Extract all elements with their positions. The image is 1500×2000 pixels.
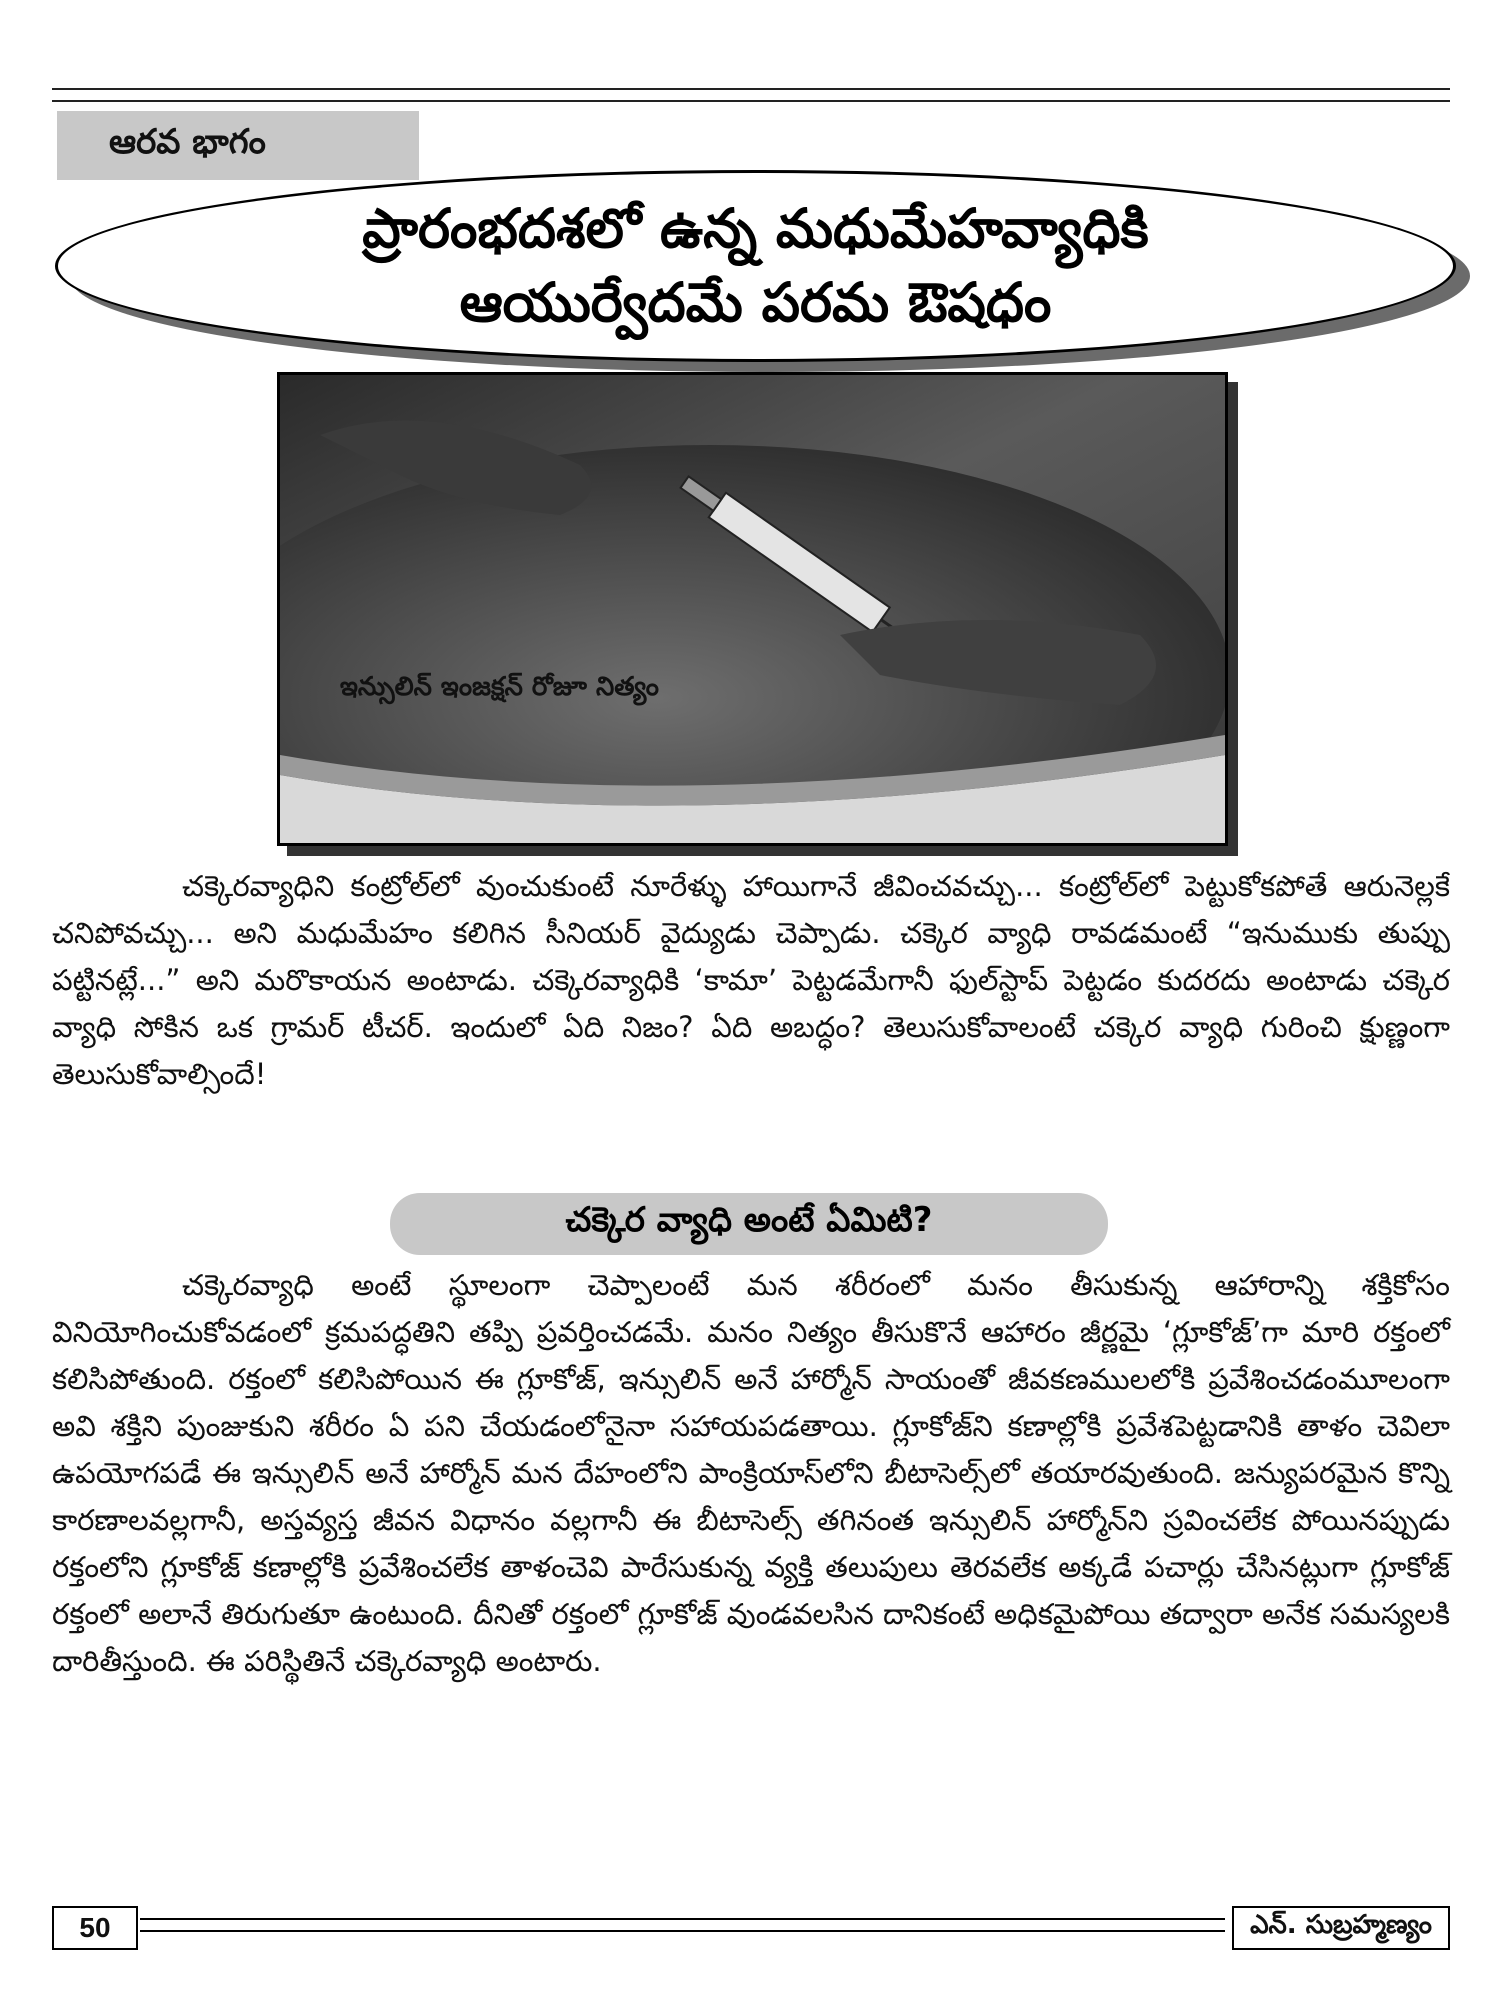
page-number: 50	[52, 1906, 138, 1950]
insulin-injection-photo	[277, 372, 1228, 846]
intro-text: చక్కెరవ్యాధిని కంట్రోల్‌లో వుంచుకుంటే నూరేళ్ళు హాయిగానే జీవించవచ్చు... కంట్రోల్‌లో పెట్టుకోకపోతే ఆరునెల్లకే చనిపోవచ్చు... అని మధుమేహం కలిగిన సీనియర్ వైద్యుడు చెప్పాడు. చక్కెర వ్యాధి రావడమంటే “ఇనుముకు తుప్పు పట్టినట్లే...” అని మరొకాయన అంటాడు. చక్కెరవ్యాధికి ‘కామా’ పెట్టడమేగానీ ఫుల్‌స్టాప్ పెట్టడం కుదరదు అంటాడు చక్కెర వ్యాధి సోకిన ఒక గ్రామర్ టీచర్. ఇందులో ఏది నిజం? ఏది అబద్ధం? తెలుసుకోవాలంటే చక్కెర వ్యాధి గురించి క్షుణ్ణంగా తెలుసుకోవాల్సిందే!	[52, 869, 1450, 1091]
section-tag	[57, 111, 419, 180]
subheading-text: చక్కెర వ్యాధి అంటే ఏమిటి?	[565, 1200, 933, 1240]
page-footer	[52, 1906, 1450, 1950]
body-text: చక్కెరవ్యాధి అంటే స్థూలంగా చెప్పాలంటే మన శరీరంలో మనం తీసుకున్న ఆహారాన్ని శక్తికోసం వినియోగించుకోవడంలో క్రమపద్ధతిని తప్పి ప్రవర్తించడమే. మనం నిత్యం తీసుకొనే ఆహారం జీర్ణమై ‘గ్లూకోజ్’గా మారి రక్తంలో కలిసిపోతుంది. రక్తంలో కలిసిపోయిన ఈ గ్లూకోజ్, ఇన్సులిన్ అనే హార్మోన్ సాయంతో జీవకణములలోకి ప్రవేశించడంమూలంగా అవి శక్తిని పుంజుకుని శరీరం ఏ పని చేయడంలోనైనా సహాయపడతాయి. గ్లూకోజ్‌ని కణాల్లోకి ప్రవేశపెట్టడానికి తాళం చెవిలా ఉపయోగపడే ఈ ఇన్సులిన్ అనే హార్మోన్ మన దేహంలోని పాంక్రియాస్‌లోని బీటాసెల్స్‌లో తయారవుతుంది. జన్యుపరమైన కొన్ని కారణాలవల్లగానీ, అస్తవ్యస్త జీవన విధానం వల్లగానీ ఈ బీటాసెల్స్ తగినంత ఇన్సులిన్ హార్మోన్‌ని స్రవించలేక పోయినప్పుడు రక్తంలోని గ్లూకోజ్ కణాల్లోకి ప్రవేశించలేక తాళంచెవి పారేసుకున్న వ్యక్తి తలుపులు తెరవలేక అక్కడే పచార్లు చేసినట్లుగా గ్లూకోజ్ రక్తంలో అలానే తిరుగుతూ ఉంటుంది. దీనితో రక్తంలో గ్లూకోజ్ వుండవలసిన దానికంటే అధికమైపోయి తద్వారా అనేక సమస్యలకి దారితీస్తుంది. ఈ పరిస్థితినే చక్కెరవ్యాధి అంటారు.	[52, 1268, 1450, 1678]
subheading-badge	[390, 1193, 1108, 1255]
footer-rule	[140, 1918, 1225, 1932]
title-line-1: ప్రారంభదశలో ఉన్న మధుమేహవ్యాధికి	[362, 197, 1149, 260]
title-line-2: ఆయుర్వేదమే పరమ ఔషధం	[459, 271, 1052, 334]
top-rule	[52, 88, 1450, 102]
photo-illustration	[280, 375, 1225, 843]
section-tag-label: ఆరవ భాగం	[109, 121, 266, 162]
author-name: ఎన్. సుబ్రహ్మణ్యం	[1232, 1906, 1450, 1950]
photo-caption: ఇన్సులిన్‌ ఇంజక్షన్‌ రోజూ నిత్యం	[340, 672, 659, 702]
body-paragraph	[52, 1262, 1450, 1685]
title-banner	[55, 170, 1456, 362]
intro-paragraph	[52, 863, 1450, 1098]
